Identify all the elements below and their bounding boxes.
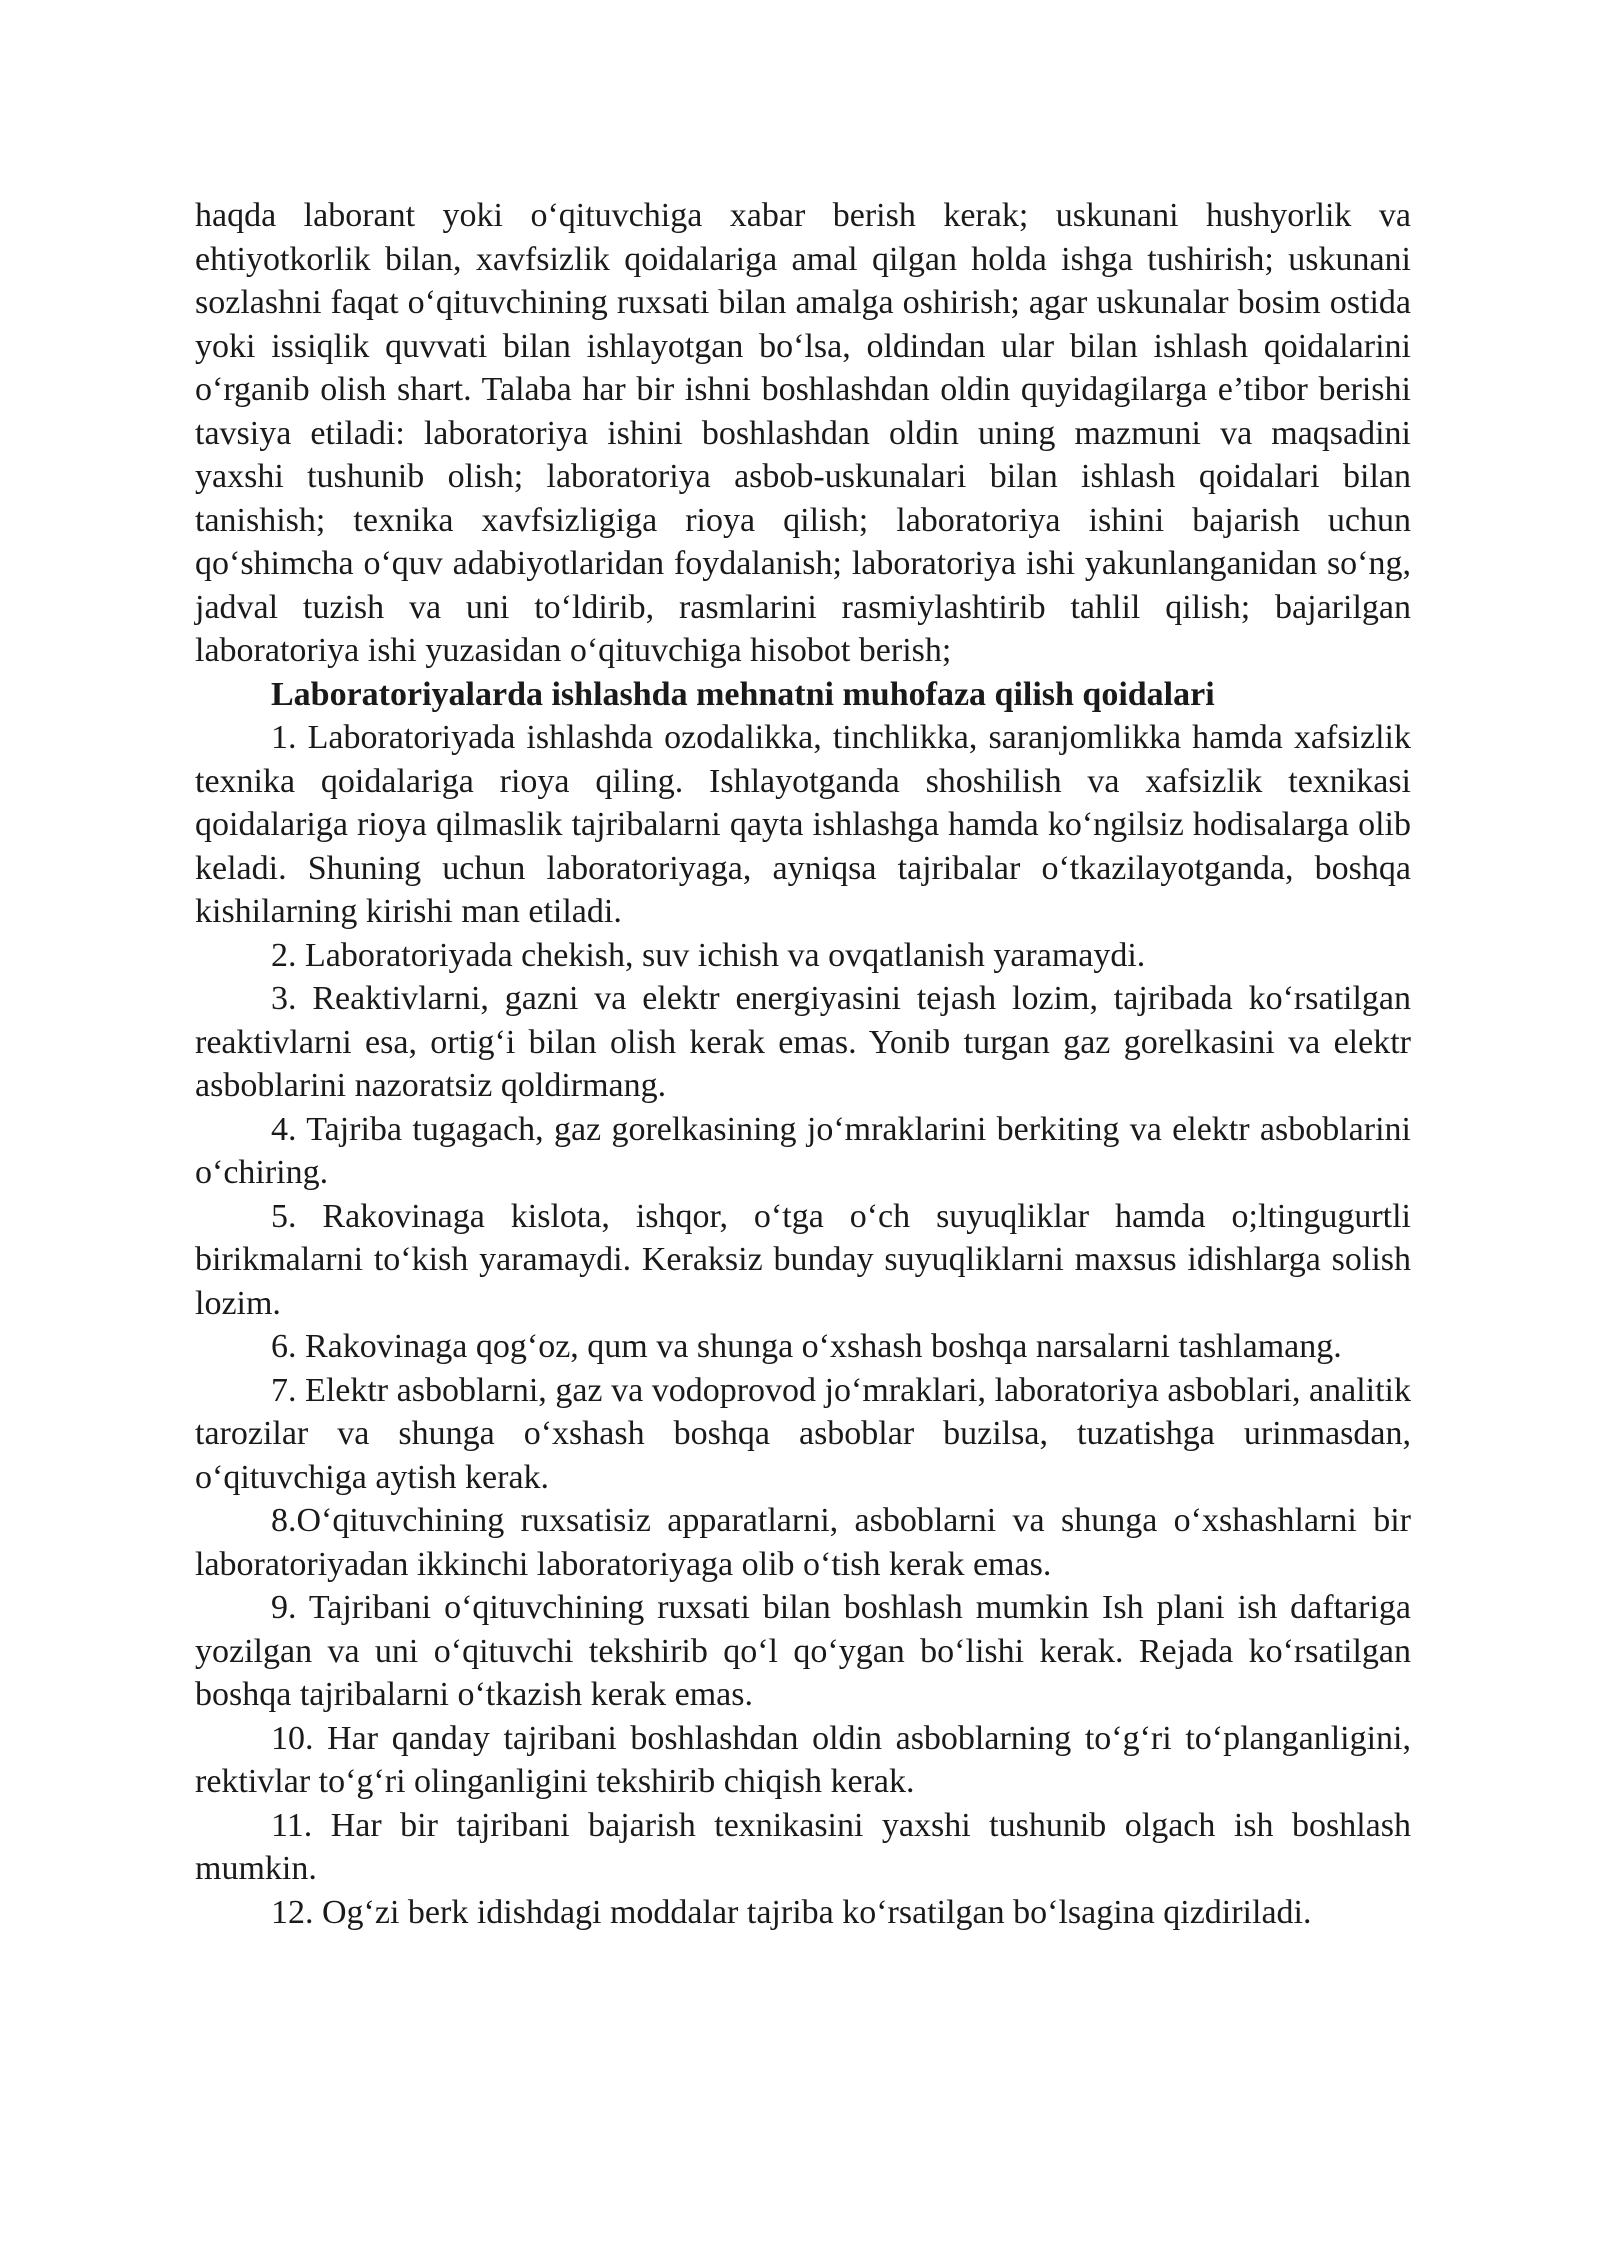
rule-paragraph: 12. Og‘zi berk idishdagi moddalar tajriba ko‘rsatilgan bo‘lsagina qizdiriladi.	[271, 1893, 1312, 1931]
rule-paragraph: 5. Rakovinaga kislota, ishqor, o‘tga o‘ch suyuqliklar hamda o;ltingugurtli birikmalarni to‘kish yaramaydi. Keraksiz bunday suyuqliklarni maxsus idishlarga solish lozim.	[195, 1197, 1411, 1322]
rule-paragraph: 3. Reaktivlarni, gazni va elektr energiyasini tejash lozim, tajribada ko‘rsatilgan reaktivlarni esa, ortig‘i bilan olish kerak emas. Yonib turgan gaz gorelkasini va elektr asboblarini nazoratsiz qoldirmang.	[195, 980, 1411, 1104]
rule-paragraph: 4. Tajriba tugagach, gaz gorelkasining jo‘mraklarini berkiting va elektr asboblarini o‘chiring.	[195, 1110, 1411, 1191]
rule-paragraph: 1. Laboratoriyada ishlashda ozodalikka, tinchlikka, saranjomlikka hamda xafsizlik texnika qoidalariga rioya qiling. Ishlayotganda shoshilish va xafsizlik texnikasi qoidalariga rioya qilmaslik tajribalarni qayta ishlashga hamda ko‘ngilsiz hodisalarga olib keladi. Shuning uchun laboratoriyaga, ayniqsa tajribalar o‘tkazilayotganda, boshqa kishilarning kirishi man etiladi.	[195, 719, 1411, 930]
intro-paragraph: haqda laborant yoki o‘qituvchiga xabar berish kerak; uskunani hushyorlik va ehtiyotkorlik bilan, xavfsizlik qoidalariga amal qilgan holda ishga tushirish; uskunani sozlashni faqat o‘qituvchining ruxsati bilan amalga oshirish; agar uskunalar bosim ostida yoki issiqlik quvvati bilan ishlayotgan bo‘lsa, oldindan ular bilan ishlash qoidalarini o‘rganib olish shart. Talaba har bir ishni boshlashdan oldin quyidagilarga e’tibor berishi tavsiya etiladi: laboratoriya ishini boshlashdan oldin uning mazmuni va maqsadini yaxshi tushunib olish; laboratoriya asbob-uskunalari bilan ishlash qoidalari bilan tanishish; texnika xavfsizligiga rioya qilish; laboratoriya ishini bajarish uchun qo‘shimcha o‘quv adabiyotlaridan foydalanish; laboratoriya ishi yakunlanganidan so‘ng, jadval tuzish va uni to‘ldirib, rasmlarini rasmiylashtirib tahlil qilish; bajarilgan laboratoriya ishi yuzasidan o‘qituvchiga hisobot berish;	[195, 197, 1411, 669]
section-heading: Laboratoriyalarda ishlashda mehnatni muhofaza qilish qoidalari	[271, 675, 1215, 713]
rule-paragraph: 6. Rakovinaga qog‘oz, qum va shunga o‘xshash boshqa narsalarni tashlamang.	[271, 1328, 1342, 1365]
rule-paragraph: 11. Har bir tajribani bajarish texnikasini yaxshi tushunib olgach ish boshlash mumkin.	[195, 1806, 1411, 1887]
rule-paragraph: 2. Laboratoriyada chekish, suv ichish va ovqatlanish yaramaydi.	[271, 936, 1146, 974]
rule-paragraph: 7. Elektr asboblarni, gaz va vodoprovod jo‘mraklari, laboratoriya asboblari, analitik tarozilar va shunga o‘xshash boshqa asboblar buzilsa, tuzatishga urinmasdan, o‘qituvchiga aytish kerak.	[195, 1371, 1411, 1496]
rule-paragraph: 8.O‘qituvchining ruxsatisiz apparatlarni, asboblarni va shunga o‘xshashlarni bir laboratoriyadan ikkinchi laboratoriyaga olib o‘tish kerak emas.	[195, 1502, 1411, 1583]
rule-paragraph: 9. Tajribani o‘qituvchining ruxsati bilan boshlash mumkin Ish plani ish daftariga yozilgan va uni o‘qituvchi tekshirib qo‘l qo‘ygan bo‘lishi kerak. Rejada ko‘rsatilgan boshqa tajribalarni o‘tkazish kerak emas.	[195, 1589, 1411, 1713]
rule-paragraph: 10. Har qanday tajribani boshlashdan oldin asboblarning to‘g‘ri to‘planganligini, rektivlar to‘g‘ri olinganligini tekshirib chiqish kerak.	[195, 1719, 1411, 1800]
document-page	[195, 194, 1411, 1934]
